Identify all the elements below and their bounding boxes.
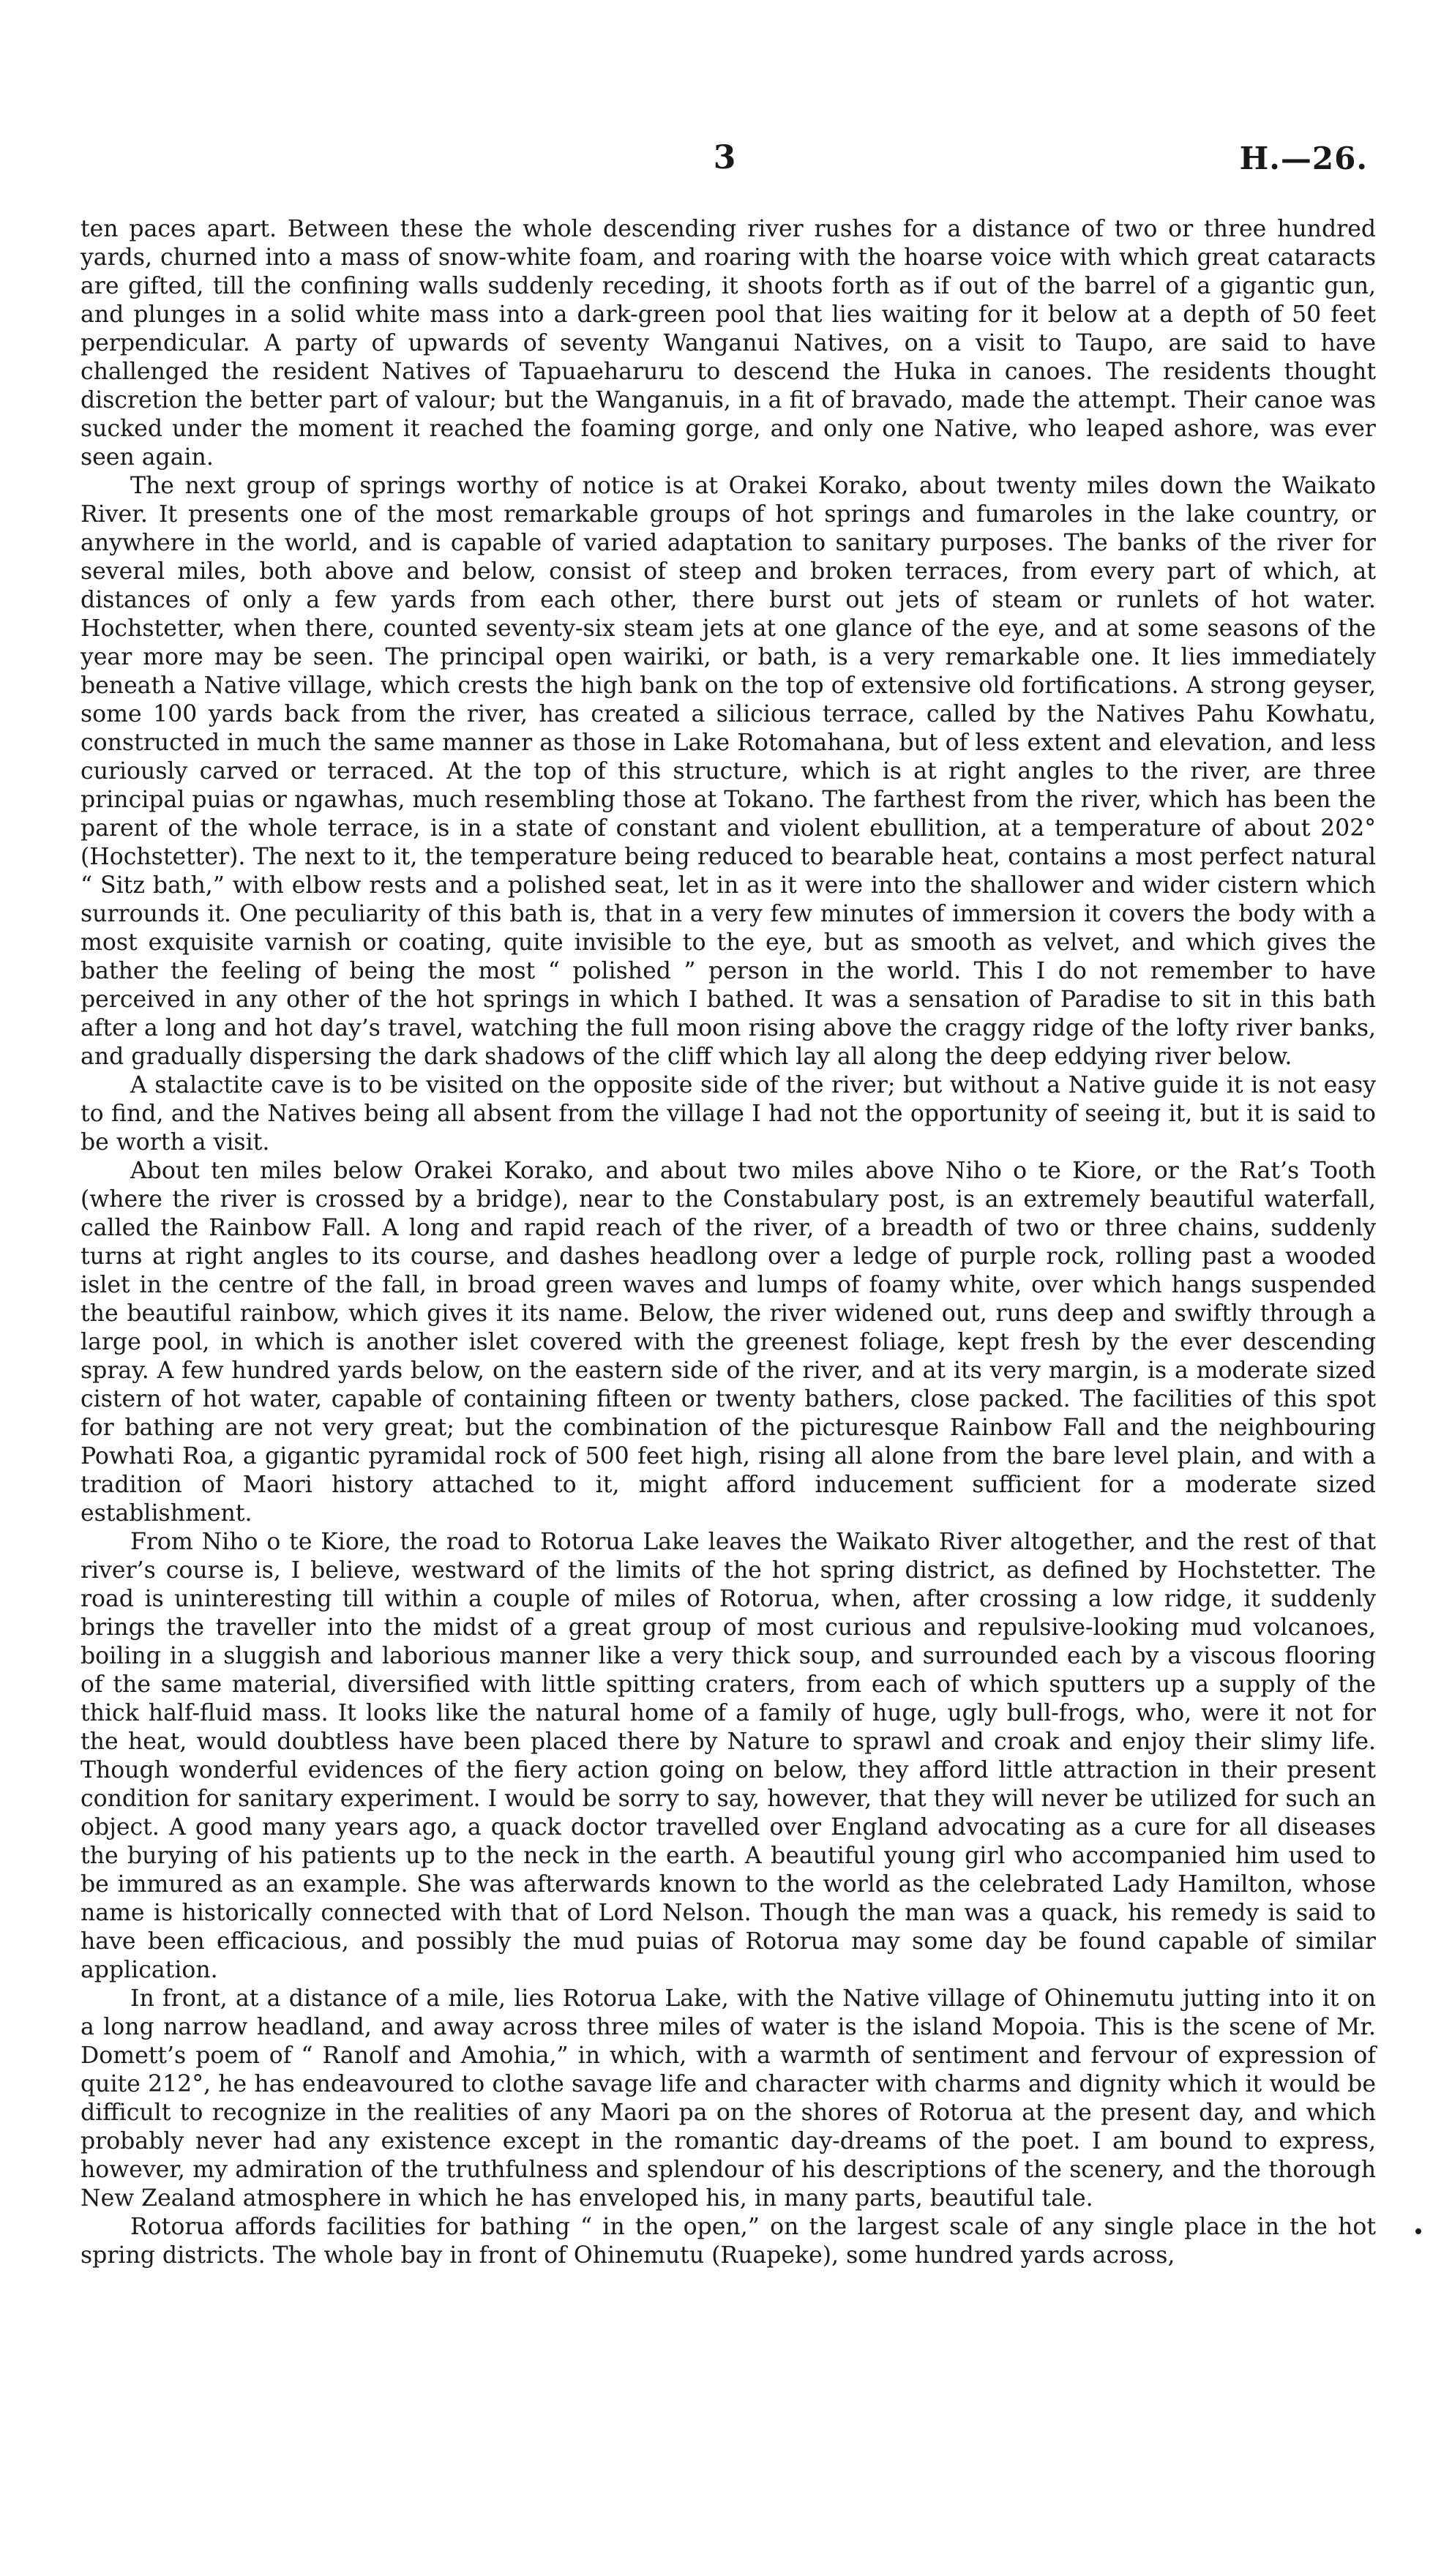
margin-dot (1415, 2228, 1421, 2234)
paragraph-3: A stalactite cave is to be visited on the opposite side of the river; but without a Native guide it is not easy to find, and the Natives being all absent from the village I had not the opportunity of seeing it, but it is said to be worth a visit. (81, 1072, 1376, 1156)
paragraph-5: From Niho o te Kiore, the road to Rotorua Lake leaves the Waikato River altogether, and the rest of that river’s course is, I believe, westward of the limits of the hot spring district, as defined by Hochstetter. The road is uninteresting till within a couple of miles of Rotorua, when, after crossing a low ridge, it suddenly brings the traveller into the midst of a great group of most curious and repulsive-looking mud volcanoes, boiling in a sluggish and laborious manner like a very thick soup, and surrounded each by a viscous flooring of the same material, diversified with little spitting craters, from each of which sputters up a supply of the thick half-fluid mass. It looks like the natural home of a family of huge, ugly bull-frogs, who, were it not for the heat, would doubtless have been placed there by Nature to sprawl and croak and enjoy their slimy life. Though wonderful evidences of the fiery action going on below, they afford little attraction in their present condition for sanitary experiment. I would be sorry to say, however, that they will never be utilized for such an object. A good many years ago, a quack doctor travelled over England advocating as a cure for all diseases the burying of his patients up to the neck in the earth. A beautiful young girl who accompanied him used to be immured as an example. She was afterwards known to the world as the celebrated Lady Hamilton, whose name is historically connected with that of Lord Nelson. Though the man was a quack, his remedy is said to have been efficacious, and possibly the mud puias of Rotorua may some day be found capable of similar application. (81, 1529, 1376, 1983)
paragraph-2: The next group of springs worthy of notice is at Orakei Korako, about twenty miles down the Waikato River. It presents one of the most remarkable groups of hot springs and fumaroles in the lake country, or anywhere in the world, and is capable of varied adaptation to sanitary purposes. The banks of the river for several miles, both above and below, consist of steep and broken terraces, from every part of which, at distances of only a few yards from each other, there burst out jets of steam or runlets of hot water. Hochstetter, when there, counted seventy-six steam jets at one glance of the eye, and at some seasons of the year more may be seen. The principal open wairiki, or bath, is a very remarkable one. It lies immediately beneath a Native village, which crests the high bank on the top of extensive old fortifications. A strong geyser, some 100 yards back from the river, has created a silicious terrace, called by the Natives Pahu Kowhatu, constructed in much the same manner as those in Lake Rotomahana, but of less extent and elevation, and less curiously carved or terraced. At the top of this structure, which is at right angles to the river, are three principal puias or ngawhas, much resembling those at Tokano. The farthest from the river, which has been the parent of the whole terrace, is in a state of constant and violent ebullition, at a temperature of about 202° (Hochstetter). The next to it, the temperature being reduced to bearable heat, contains a most perfect natural “ Sitz bath,” with elbow rests and a polished seat, let in as it were into the shallower and wider cistern which surrounds it. One peculiarity of this bath is, that in a very few minutes of immersion it covers the body with a most exquisite varnish or coating, quite invisible to the eye, but as smooth as velvet, and which gives the bather the feeling of being the most “ polished ” person in the world. This I do not remember to have perceived in any other of the hot springs in which I bathed. It was a sensation of Paradise to sit in this bath after a long and hot day’s travel, watching the full moon rising above the craggy ridge of the lofty river banks, and gradually dispersing the dark shadows of the cliff which lay all along the deep eddying river below. (81, 473, 1376, 1070)
body-text (81, 215, 1376, 2270)
paragraph-6: In front, at a distance of a mile, lies Rotorua Lake, with the Native village of Ohinemutu jutting into it on a long narrow headland, and away across three miles of water is the island Mopoia. This is the scene of Mr. Domett’s poem of “ Ranolf and Amohia,” in which, with a warmth of sentiment and fervour of expression of quite 212°, he has endeavoured to clothe savage life and character with charms and dignity which it would be difficult to recognize in the realities of any Maori pa on the shores of Rotorua at the present day, and which probably never had any existence except in the romantic day-dreams of the poet. I am bound to express, however, my admiration of the truthfulness and splendour of his descriptions of the scenery, and the thorough New Zealand atmosphere in which he has enveloped his, in many parts, beautiful tale. (81, 1985, 1376, 2212)
paragraph-4: About ten miles below Orakei Korako, and about two miles above Niho o te Kiore, or the Rat’s Tooth (where the river is crossed by a bridge), near to the Constabulary post, is an extremely beautiful waterfall, called the Rainbow Fall. A long and rapid reach of the river, of a breadth of two or three chains, suddenly turns at right angles to its course, and dashes headlong over a ledge of purple rock, rolling past a wooded islet in the centre of the fall, in broad green waves and lumps of foamy white, over which hangs suspended the beautiful rainbow, which gives it its name. Below, the river widened out, runs deep and swiftly through a large pool, in which is another islet covered with the greenest foliage, kept fresh by the ever descending spray. A few hundred yards below, on the eastern side of the river, and at its very margin, is a moderate sized cistern of hot water, capable of containing fifteen or twenty bathers, close packed. The facilities of this spot for bathing are not very great; but the combination of the picturesque Rainbow Fall and the neighbouring Powhati Roa, a gigantic pyramidal rock of 500 feet high, rising all alone from the bare level plain, and with a tradition of Maori history attached to it, might afford inducement sufficient for a moderate sized establishment. (81, 1158, 1376, 1527)
page-number: 3 (713, 139, 736, 176)
document-reference: H.—26. (1239, 141, 1368, 176)
paragraph-1: ten paces apart. Between these the whole descending river rushes for a distance of two or three hundred yards, churned into a mass of snow-white foam, and roaring with the hoarse voice with which great cataracts are gifted, till the confining walls suddenly receding, it shoots forth as if out of the barrel of a gigantic gun, and plunges in a solid white mass into a dark-green pool that lies waiting for it below at a depth of 50 feet perpendicular. A party of upwards of seventy Wanganui Natives, on a visit to Taupo, are said to have challenged the resident Natives of Tapuaeharuru to descend the Huka in canoes. The residents thought discretion the better part of valour; but the Wanganuis, in a fit of bravado, made the attempt. Their canoe was sucked under the moment it reached the foaming gorge, and only one Native, who leaped ashore, was ever seen again. (81, 216, 1376, 471)
paragraph-7: Rotorua affords facilities for bathing “ in the open,” on the largest scale of any single place in the hot spring districts. The whole bay in front of Ohinemutu (Ruapeke), some hundred yards across, (81, 2214, 1376, 2269)
